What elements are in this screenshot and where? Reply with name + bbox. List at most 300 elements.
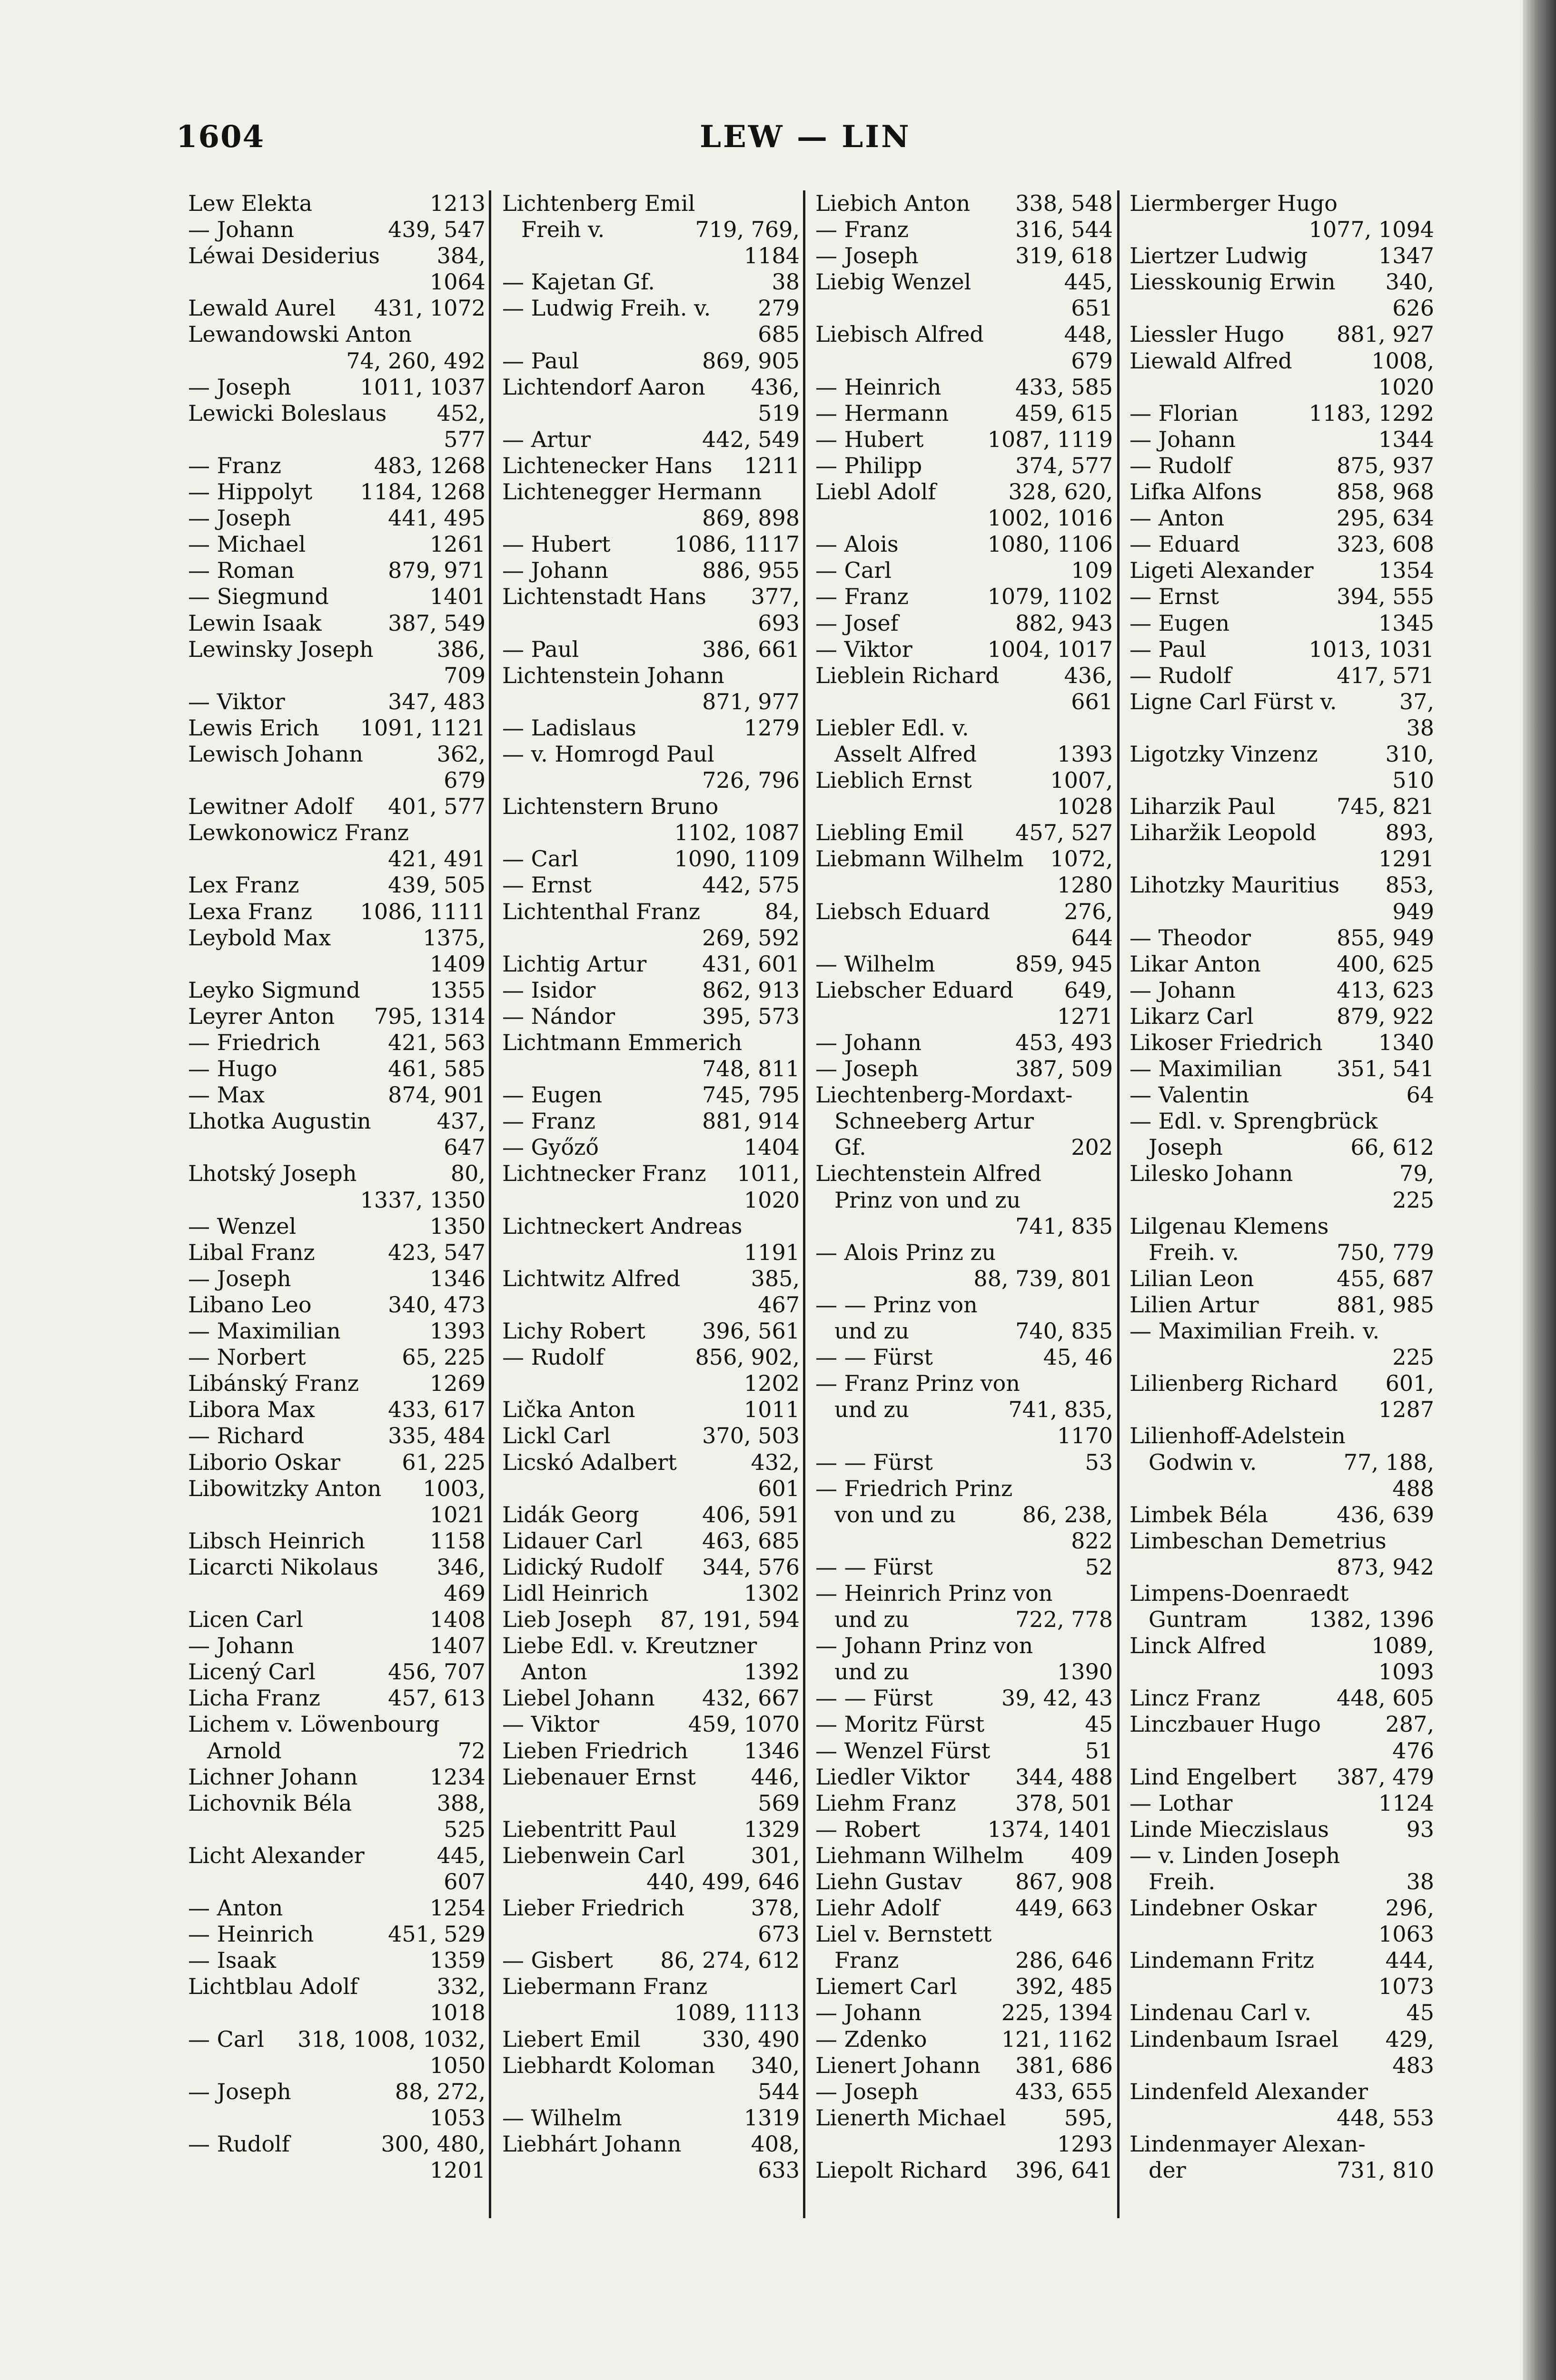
index-entry — [1130, 1843, 1434, 1869]
entry-pages: 1287 — [1378, 1397, 1434, 1423]
index-entry — [815, 505, 1113, 531]
entry-pages: 362, — [436, 741, 486, 767]
entry-name: Asselt Alfred — [834, 741, 977, 767]
entry-name: Liebenwein Carl — [502, 1842, 685, 1868]
index-entry — [502, 636, 800, 663]
index-entry — [502, 951, 800, 977]
index-entry — [502, 1476, 800, 1502]
entry-pages: 1404 — [743, 1134, 800, 1160]
entry-pages: 409 — [1071, 1842, 1113, 1868]
entry-pages: 351, 541 — [1337, 1056, 1434, 1082]
entry-name: Lew Elekta — [188, 190, 313, 216]
entry-name: Freih v. — [521, 217, 605, 243]
index-entry — [502, 1711, 800, 1737]
index-entry — [1130, 557, 1434, 584]
index-entry — [502, 505, 800, 531]
entry-pages: 873, 942 — [1337, 1554, 1434, 1580]
entry-pages: 381, 686 — [1015, 2052, 1113, 2078]
index-entry — [1130, 1187, 1434, 1213]
entry-pages: 871, 977 — [702, 688, 800, 714]
index-entry — [1130, 1397, 1434, 1423]
entry-pages: 644 — [1071, 924, 1113, 951]
index-entry — [1130, 2053, 1434, 2079]
index-entry — [188, 348, 486, 374]
entry-pages: 510 — [1392, 767, 1434, 793]
index-entry — [815, 663, 1113, 689]
entry-pages: 347, 483 — [388, 688, 486, 714]
entry-name: Licený Carl — [188, 1659, 316, 1685]
entry-name: — Joseph — [188, 2078, 291, 2104]
entry-pages: 456, 707 — [388, 1659, 486, 1685]
entry-name: — Kajetan Gf. — [502, 269, 655, 295]
index-entry — [815, 531, 1113, 557]
index-entry — [1130, 348, 1434, 374]
entry-pages: 461, 585 — [388, 1056, 486, 1082]
entry-pages: 431, 601 — [702, 951, 800, 977]
index-entry — [815, 1633, 1113, 1659]
index-entry — [1130, 1502, 1434, 1528]
index-entry — [188, 689, 486, 715]
entry-pages: 544 — [758, 2078, 800, 2104]
index-entry — [815, 1947, 1113, 1973]
entry-pages: 1382, 1396 — [1308, 1606, 1434, 1633]
index-entry — [188, 1659, 486, 1685]
entry-name: — Carl — [815, 557, 892, 584]
entry-pages: 1013, 1031 — [1308, 636, 1434, 662]
index-entry — [502, 1240, 800, 1266]
entry-name: Lidický Rudolf — [502, 1554, 663, 1580]
entry-name: — Isaak — [188, 1947, 277, 1973]
index-entry — [1130, 1370, 1434, 1397]
entry-name: Lieblein Richard — [815, 662, 1000, 688]
index-entry — [502, 1134, 800, 1160]
index-entry — [1130, 715, 1434, 741]
entry-name: — Franz — [815, 584, 909, 610]
entry-pages: 869, 905 — [702, 347, 800, 374]
entry-name: Liebig Wenzel — [815, 269, 971, 295]
entry-name: — Hubert — [502, 531, 611, 557]
entry-pages: 483 — [1392, 2052, 1434, 2078]
entry-pages: 1080, 1106 — [987, 531, 1113, 557]
index-entry — [502, 453, 800, 479]
entry-pages: 80, — [450, 1160, 486, 1187]
index-entry — [1130, 1973, 1434, 2000]
entry-pages: 745, 795 — [702, 1082, 800, 1108]
entry-pages: 370, 503 — [702, 1423, 800, 1449]
entry-name: — Viktor — [815, 636, 912, 662]
entry-pages: 679 — [444, 767, 486, 793]
entry-name: — Michael — [188, 531, 306, 557]
entry-name: Liebenauer Ernst — [502, 1764, 696, 1790]
index-entry — [1130, 321, 1434, 347]
entry-name: — Franz — [502, 1108, 595, 1134]
index-entry — [188, 715, 486, 741]
index-entry — [1130, 190, 1434, 217]
entry-pages: 893, — [1385, 820, 1434, 846]
index-entry — [502, 1449, 800, 1476]
entry-name: Lindebner Oskar — [1130, 1895, 1317, 1921]
entry-name: — Carl — [188, 2026, 264, 2052]
entry-name: — Johann — [1130, 426, 1236, 452]
entry-pages: 1254 — [429, 1895, 486, 1921]
index-entry — [1130, 1869, 1434, 1895]
entry-name: Lhotka Augustin — [188, 1108, 371, 1134]
entry-name: Ligotzky Vinzenz — [1130, 741, 1318, 767]
index-entry — [502, 1266, 800, 1292]
entry-pages: 429, — [1385, 2026, 1434, 2052]
entry-name: Liepolt Richard — [815, 2157, 988, 2183]
entry-pages: 437, — [436, 1108, 486, 1134]
entry-name: Leyko Sigmund — [188, 977, 360, 1003]
index-entry — [502, 846, 800, 872]
entry-name: Lichtnecker Franz — [502, 1160, 706, 1187]
index-entry — [188, 1370, 486, 1397]
index-entry — [502, 2000, 800, 2026]
entry-name: — Johann Prinz von — [815, 1633, 1033, 1659]
entry-pages: 741, 835, — [1008, 1397, 1113, 1423]
index-entry — [1130, 2079, 1434, 2105]
entry-pages: 1211 — [743, 452, 800, 478]
entry-pages: 476 — [1392, 1737, 1434, 1764]
entry-name: Lichtenegger Hermann — [502, 479, 762, 505]
entry-pages: 875, 937 — [1337, 452, 1434, 478]
entry-pages: 338, 548 — [1015, 190, 1113, 216]
entry-pages: 109 — [1071, 557, 1113, 584]
entry-name: Lichtenstadt Hans — [502, 584, 706, 610]
entry-name: Lichtenstein Johann — [502, 662, 724, 688]
index-entry — [815, 217, 1113, 243]
index-entry — [502, 295, 800, 321]
index-entry — [188, 453, 486, 479]
entry-name: Lichem v. Löwenbourg — [188, 1711, 440, 1737]
entry-name: Lienert Johann — [815, 2052, 981, 2078]
entry-name: Lilien Artur — [1130, 1291, 1259, 1318]
entry-name: Anton — [521, 1659, 587, 1685]
index-entry — [815, 1869, 1113, 1895]
entry-name: Liertzer Ludwig — [1130, 243, 1308, 269]
entry-pages: 1350 — [429, 1213, 486, 1239]
entry-pages: 1345 — [1378, 610, 1434, 636]
entry-name: Limpens-Doenraedt — [1130, 1580, 1349, 1606]
index-entry — [815, 1711, 1113, 1737]
entry-name: Lidl Heinrich — [502, 1580, 649, 1606]
index-entry — [815, 846, 1113, 872]
entry-name: — Isidor — [502, 977, 596, 1003]
entry-pages: 647 — [444, 1134, 486, 1160]
index-entry — [188, 1895, 486, 1921]
entry-name: — Gisbert — [502, 1947, 613, 1973]
entry-name: Lichovnik Béla — [188, 1790, 352, 1816]
index-entry — [188, 1711, 486, 1737]
index-entry — [502, 1685, 800, 1711]
index-entry — [815, 1056, 1113, 1082]
index-entry — [815, 321, 1113, 347]
entry-name: — Norbert — [188, 1344, 306, 1370]
entry-name: Liebscher Eduard — [815, 977, 1014, 1003]
index-entry — [1130, 1476, 1434, 1502]
entry-pages: 45, 46 — [1043, 1344, 1113, 1370]
entry-pages: 1302 — [743, 1580, 800, 1606]
index-entry — [502, 479, 800, 505]
index-entry — [815, 1476, 1113, 1502]
index-entry — [188, 977, 486, 1003]
entry-pages: 328, 620, — [1008, 479, 1113, 505]
entry-name: — Franz Prinz von — [815, 1370, 1020, 1397]
entry-pages: 442, 549 — [702, 426, 800, 452]
index-entry — [815, 636, 1113, 663]
index-entry — [502, 2079, 800, 2105]
index-entry — [502, 269, 800, 295]
entry-name: — Joseph — [815, 243, 919, 269]
index-entry — [502, 1160, 800, 1187]
entry-pages: 1279 — [743, 714, 800, 741]
entry-pages: 300, 480, — [381, 2131, 486, 2157]
entry-pages: 467 — [758, 1291, 800, 1318]
entry-name: — Johann — [815, 1030, 922, 1055]
index-entry — [502, 426, 800, 453]
column-divider — [803, 190, 805, 2218]
entry-pages: 607 — [444, 1869, 486, 1894]
entry-pages: 661 — [1071, 688, 1113, 714]
entry-name: Lhotský Joseph — [188, 1160, 357, 1187]
entry-pages: 52 — [1085, 1554, 1113, 1580]
entry-pages: 88, 739, 801 — [973, 1265, 1113, 1291]
index-entry — [502, 1108, 800, 1134]
entry-pages: 394, 555 — [1337, 584, 1434, 610]
entry-pages: 38 — [1406, 714, 1434, 741]
index-entry — [502, 400, 800, 426]
entry-pages: 330, 490 — [702, 2026, 800, 2052]
entry-name: Franz — [834, 1947, 899, 1973]
entry-name: Lewkonowicz Franz — [188, 820, 409, 846]
entry-pages: 442, 575 — [702, 872, 800, 898]
index-entry — [815, 1318, 1113, 1344]
entry-name: Liebhárt Johann — [502, 2131, 682, 2157]
index-entry — [1130, 531, 1434, 557]
entry-name: Lichtenstern Bruno — [502, 793, 719, 820]
entry-name: — Joseph — [815, 2078, 919, 2104]
entry-pages: 673 — [758, 1921, 800, 1947]
index-entry — [188, 1187, 486, 1213]
index-entry — [188, 426, 486, 453]
index-entry — [502, 1030, 800, 1056]
entry-pages: 384, — [436, 243, 486, 269]
entry-pages: 432, — [751, 1449, 800, 1475]
index-entry — [1130, 767, 1434, 793]
entry-pages: 286, 646 — [1015, 1947, 1113, 1973]
index-entry — [1130, 1082, 1434, 1108]
entry-pages: 459, 1070 — [688, 1711, 800, 1737]
index-entry — [188, 1134, 486, 1160]
entry-name: Lička Anton — [502, 1397, 635, 1423]
entry-name: Leyrer Anton — [188, 1003, 335, 1029]
index-entry — [1130, 846, 1434, 872]
entry-pages: 1011 — [743, 1397, 800, 1423]
entry-name: Ligeti Alexander — [1130, 557, 1314, 584]
index-entry — [1130, 217, 1434, 243]
index-entry — [1130, 1266, 1434, 1292]
entry-pages: 882, 943 — [1015, 610, 1113, 636]
index-entry — [1130, 925, 1434, 951]
entry-pages: 1011, 1037 — [360, 374, 486, 400]
index-entry — [502, 741, 800, 767]
index-entry — [502, 1292, 800, 1318]
entry-pages: 1201 — [429, 2157, 486, 2183]
index-entry — [815, 767, 1113, 793]
index-entry — [815, 793, 1113, 820]
index-entry — [815, 1082, 1113, 1108]
entry-name: — Nándor — [502, 1003, 615, 1029]
index-entry — [502, 1843, 800, 1869]
entry-pages: 1090, 1109 — [674, 846, 800, 872]
entry-pages: 1271 — [1057, 1003, 1113, 1029]
entry-pages: 346, — [436, 1554, 486, 1580]
entry-pages: 1329 — [743, 1816, 800, 1842]
entry-name: — Friedrich Prinz — [815, 1475, 1013, 1501]
entry-pages: 38 — [1406, 1869, 1434, 1894]
entry-name: — Eugen — [1130, 610, 1230, 636]
entry-pages: 679 — [1071, 347, 1113, 374]
index-entry — [1130, 1633, 1434, 1659]
index-column-4 — [1130, 190, 1434, 2183]
entry-name: — Rudolf — [188, 2131, 290, 2157]
entry-pages: 879, 971 — [388, 557, 486, 584]
index-entry — [188, 1947, 486, 1973]
index-entry — [188, 899, 486, 925]
entry-name: Lichner Johann — [188, 1764, 358, 1790]
entry-name: — — Fürst — [815, 1685, 933, 1711]
index-entry — [815, 2079, 1113, 2105]
entry-name: — Johann — [188, 217, 295, 243]
entry-pages: 452, — [436, 400, 486, 426]
entry-name: Liharžik Leopold — [1130, 820, 1317, 846]
entry-pages: 406, 591 — [702, 1501, 800, 1527]
index-entry — [815, 453, 1113, 479]
entry-pages: 457, 527 — [1015, 820, 1113, 846]
index-entry — [815, 925, 1113, 951]
index-entry — [815, 190, 1113, 217]
entry-name: Arnold — [207, 1737, 282, 1764]
entry-pages: 323, 608 — [1337, 531, 1434, 557]
index-entry — [502, 1554, 800, 1580]
index-entry — [502, 1344, 800, 1370]
entry-name: Lichtig Artur — [502, 951, 647, 977]
entry-pages: 448, 605 — [1337, 1685, 1434, 1711]
index-entry — [815, 2131, 1113, 2157]
index-entry — [1130, 1134, 1434, 1160]
entry-pages: 1401 — [429, 584, 486, 610]
entry-pages: 93 — [1406, 1816, 1434, 1842]
entry-name: — — Fürst — [815, 1554, 933, 1580]
entry-pages: 1028 — [1057, 793, 1113, 820]
entry-name: Lichtenecker Hans — [502, 452, 713, 478]
entry-name: Lickl Carl — [502, 1423, 611, 1449]
index-entry — [1130, 1003, 1434, 1030]
entry-pages: 1086, 1111 — [360, 898, 486, 924]
entry-name: Linde Mieczislaus — [1130, 1816, 1329, 1842]
entry-pages: 225 — [1392, 1344, 1434, 1370]
entry-pages: 745, 821 — [1337, 793, 1434, 820]
index-entry — [188, 1056, 486, 1082]
entry-pages: 344, 576 — [702, 1554, 800, 1580]
entry-name: Liebermann Franz — [502, 1973, 708, 2000]
entry-name: Lexa Franz — [188, 898, 312, 924]
index-entry — [188, 1160, 486, 1187]
entry-name: und zu — [834, 1606, 910, 1633]
entry-pages: 432, 667 — [702, 1685, 800, 1711]
entry-name: — Maximilian Freih. v. — [1130, 1318, 1380, 1344]
index-entry — [815, 584, 1113, 610]
entry-name: Ligne Carl Fürst v. — [1130, 688, 1337, 714]
entry-pages: 855, 949 — [1337, 924, 1434, 951]
entry-pages: 439, 505 — [388, 872, 486, 898]
entry-name: Libora Max — [188, 1397, 315, 1423]
index-entry — [1130, 1344, 1434, 1370]
entry-pages: 853, — [1385, 872, 1434, 898]
entry-pages: 45 — [1406, 2000, 1434, 2026]
entry-pages: 1234 — [429, 1764, 486, 1790]
entry-pages: 633 — [758, 2157, 800, 2183]
index-entry — [815, 1423, 1113, 1449]
entry-pages: 1050 — [429, 2052, 486, 2078]
entry-pages: 859, 945 — [1015, 951, 1113, 977]
entry-name: Liebmann Wilhelm — [815, 846, 1024, 872]
entry-pages: 453, 493 — [1015, 1030, 1113, 1055]
index-entry — [1130, 636, 1434, 663]
entry-pages: 881, 927 — [1337, 321, 1434, 347]
entry-pages: 1124 — [1378, 1790, 1434, 1816]
entry-name: und zu — [834, 1397, 910, 1423]
index-entry — [1130, 951, 1434, 977]
entry-pages: 879, 922 — [1337, 1003, 1434, 1029]
index-entry — [815, 400, 1113, 426]
entry-name: Lichtenberg Emil — [502, 190, 695, 216]
entry-pages: 74, 260, 492 — [346, 347, 486, 374]
index-entry — [502, 321, 800, 347]
entry-pages: 335, 484 — [388, 1423, 486, 1449]
index-entry — [502, 1869, 800, 1895]
entry-name: Schneeberg Artur — [834, 1108, 1034, 1134]
entry-name: — Artur — [502, 426, 591, 452]
entry-pages: 740, 835 — [1015, 1318, 1113, 1344]
index-entry — [1130, 1030, 1434, 1056]
entry-pages: 65, 225 — [402, 1344, 486, 1370]
entry-pages: 1202 — [743, 1370, 800, 1397]
entry-pages: 386, 661 — [702, 636, 800, 662]
entry-name: Lewicki Boleslaus — [188, 400, 387, 426]
index-entry — [502, 820, 800, 846]
index-entry — [815, 1108, 1113, 1134]
entry-pages: 1072, — [1050, 846, 1113, 872]
index-entry — [502, 531, 800, 557]
index-entry — [188, 1030, 486, 1056]
index-entry — [502, 374, 800, 400]
entry-pages: 86, 274, 612 — [660, 1947, 800, 1973]
index-entry — [502, 2105, 800, 2131]
index-entry — [1130, 1554, 1434, 1580]
entry-pages: 822 — [1071, 1527, 1113, 1554]
entry-name: — Hermann — [815, 400, 949, 426]
index-entry — [188, 951, 486, 977]
index-entry — [502, 1580, 800, 1606]
index-entry — [188, 1973, 486, 2000]
entry-name: Lidauer Carl — [502, 1527, 643, 1554]
index-entry — [815, 610, 1113, 636]
entry-pages: 1390 — [1057, 1659, 1113, 1685]
index-entry — [502, 715, 800, 741]
entry-name: — Joseph — [188, 374, 291, 400]
entry-name: — Joseph — [815, 1056, 919, 1082]
